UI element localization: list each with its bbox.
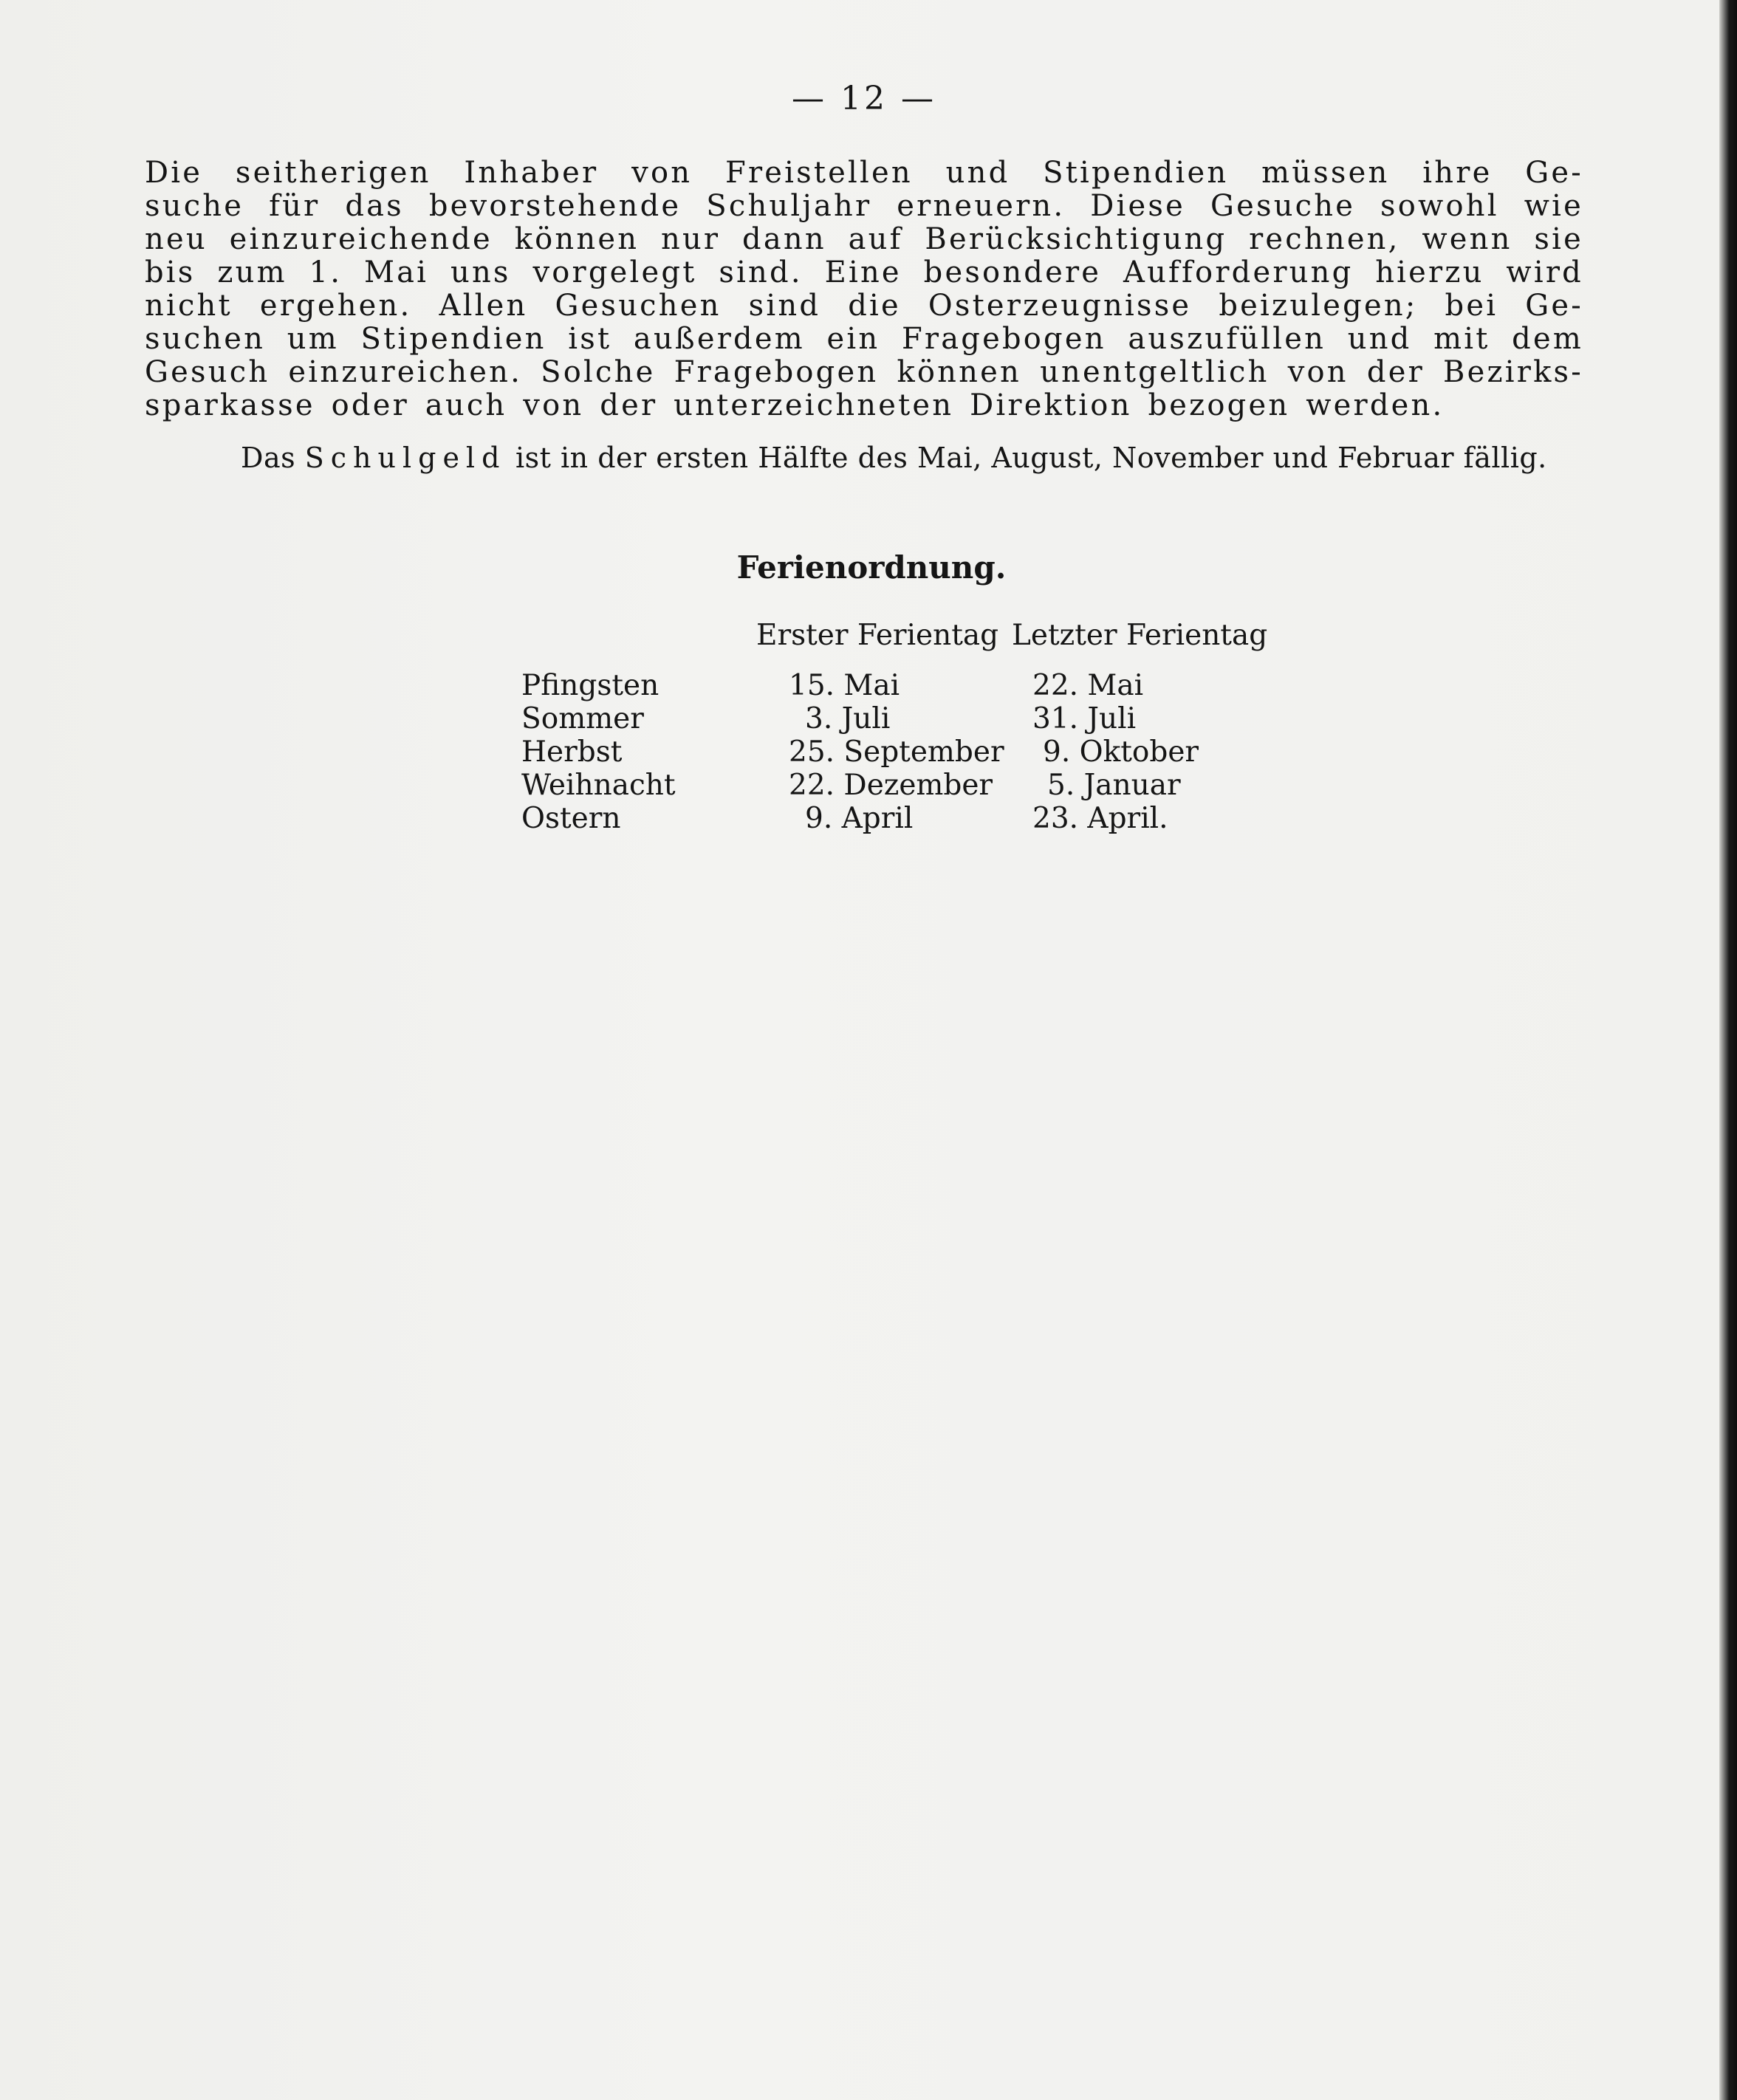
notice-line: suche für das bevorstehende Schuljahr erneuern. Diese Gesuche sowohl wie [145, 189, 1583, 223]
fee-prefix: Das [241, 442, 305, 474]
holiday-schedule-title: Ferienordnung. [736, 549, 1007, 586]
holiday-name: Pfingsten [521, 669, 659, 702]
holiday-last-day: 31. Juli [1032, 702, 1137, 735]
notice-line: Die seitherigen Inhaber von Freistellen und Stipendien müssen ihre Ge- [145, 156, 1583, 190]
holiday-first-day: 9. April [805, 802, 914, 835]
holiday-name: Weihnacht [521, 769, 676, 802]
page-edge-shadow [1719, 0, 1737, 2100]
notice-line: sparkasse oder auch von der unterzeichneten Direktion bezogen werden. [145, 388, 1445, 422]
notice-line: bis zum 1. Mai uns vorgelegt sind. Eine besondere Aufforderung hierzu wird [145, 255, 1583, 289]
scholarship-notice-paragraph [145, 157, 1583, 422]
notice-line: nicht ergehen. Allen Gesuchen sind die Osterzeugnisse beizulegen; bei Ge- [145, 289, 1583, 323]
school-fee-paragraph [241, 442, 1585, 474]
holiday-first-day: 25. September [789, 735, 1004, 769]
holiday-first-day: 22. Dezember [789, 769, 993, 802]
notice-line: Gesuch einzureichen. Solche Fragebogen können unentgeltlich von der Bezirks- [145, 355, 1583, 389]
column-header-last-day: Letzter Ferientag [1012, 619, 1268, 652]
notice-line: suchen um Stipendien ist außerdem ein Fragebogen auszufüllen und mit dem [145, 322, 1583, 356]
column-header-first-day: Erster Ferientag [756, 619, 999, 652]
holiday-first-day: 3. Juli [805, 702, 891, 735]
notice-line: neu einzureichende können nur dann auf Berücksichtigung rechnen, wenn sie [145, 222, 1583, 256]
fee-emphasis: Schulgeld [304, 442, 507, 474]
holiday-name: Ostern [521, 802, 621, 835]
holiday-last-day: 23. April. [1032, 802, 1168, 835]
holiday-last-day: 5. Januar [1047, 769, 1181, 802]
holiday-last-day: 9. Oktober [1043, 735, 1199, 769]
holiday-name: Herbst [521, 735, 623, 769]
holiday-last-day: 22. Mai [1032, 669, 1144, 702]
holiday-name: Sommer [521, 702, 644, 735]
fee-suffix: ist in der ersten Hälfte des Mai, August, November und Februar fällig. [506, 442, 1547, 474]
holiday-first-day: 15. Mai [789, 669, 900, 702]
page-number: — 12 — [792, 80, 936, 117]
